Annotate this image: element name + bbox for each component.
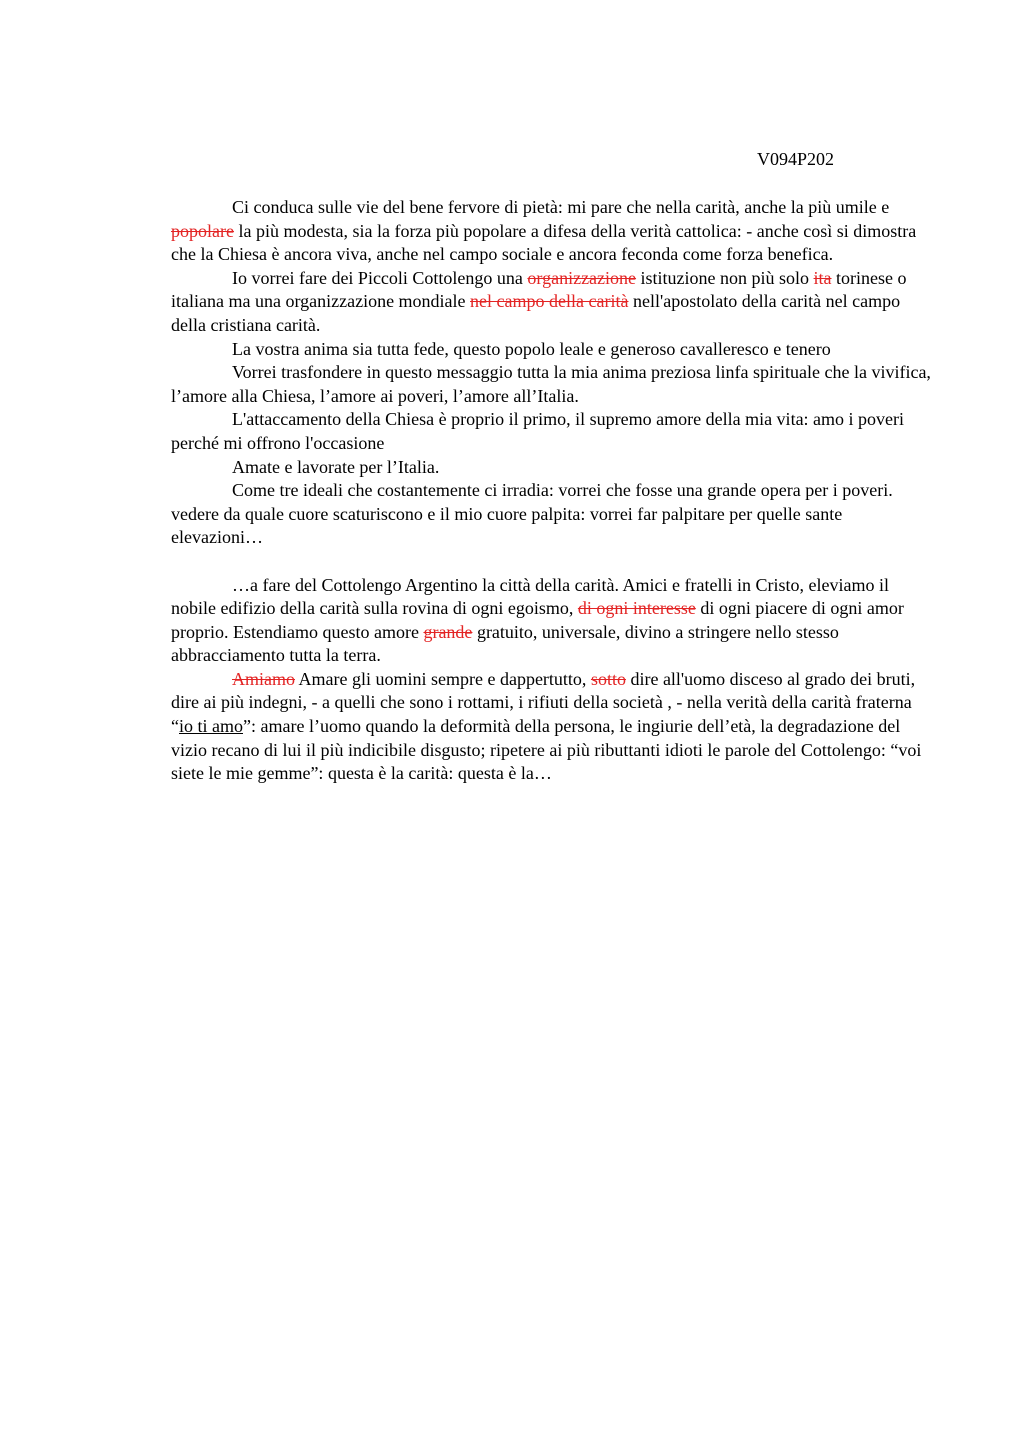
- text-span: Vorrei trasfondere in questo messaggio tutta la mia anima preziosa linfa spirituale che la vivifica, l’amore alla Chiesa, l’amore ai poveri, l’amore all’Italia.: [171, 362, 931, 406]
- text-span: la più modesta, sia la forza più popolare a difesa della verità cattolica: - anche così si dimostra che la Chiesa è ancora viva, anche nel campo sociale e ancora feconda come forza benefica.: [171, 220, 917, 265]
- deleted-text: popolare: [171, 220, 234, 241]
- text-span: Amate e lavorate per l’Italia.: [232, 456, 440, 477]
- text-span: Amare gli uomini sempre e dappertutto,: [295, 668, 591, 689]
- text-span: Io vorrei fare dei Piccoli Cottolengo una: [232, 267, 528, 288]
- deleted-text: sotto: [590, 668, 626, 689]
- paragraph: [171, 668, 931, 786]
- text-span: ”: amare l’uomo quando la deformità della persona, le ingiurie dell’età, la degradazione del vizio recano di lui il più indicibile disgusto; ripetere ai più ributtanti idioti le parole del Cottolengo: “voi siete le mie gemme”: questa è la carità: questa è la…: [171, 716, 922, 784]
- paragraph: [171, 196, 931, 267]
- underlined-text: io ti amo: [179, 716, 243, 737]
- text-span: L'attaccamento della Chiesa è proprio il primo, il supremo amore della mia vita: amo i poveri perché mi offrono l'occasione: [171, 409, 905, 453]
- paragraph: [171, 479, 931, 550]
- text-span: …a fare del Cottolengo Argentino la città della carità. Amici e fratelli in Cristo, eleviamo il nobile edifizio della carità sulla rovina di ogni egoismo,: [171, 574, 889, 619]
- paragraph: [171, 267, 931, 338]
- paragraph: [171, 456, 931, 480]
- text-span: dire all'uomo disceso al grado dei bruti, dire ai più indegni, - a quelli che sono i rottami, i rifiuti della società , - nella verità della carità fraterna “: [171, 668, 916, 737]
- deleted-text: ita: [813, 267, 832, 288]
- deleted-text: Amiamo: [232, 668, 295, 689]
- deleted-text: organizzazione: [527, 267, 637, 288]
- deleted-text: grande: [423, 621, 473, 642]
- paragraph-spacer: [171, 550, 931, 574]
- text-span: Ci conduca sulle vie del bene fervore di pietà: mi pare che nella carità, anche la più umile e: [232, 197, 890, 217]
- paragraph: [171, 574, 931, 668]
- deleted-text: nel campo della carità: [470, 291, 629, 312]
- document-id: V094P202: [757, 149, 835, 169]
- text-span: gratuito, universale, divino a stringere nello stesso abbracciamento tutta la terra.: [171, 621, 839, 666]
- text-span: di ogni piacere di ogni amor proprio. Estendiamo questo amore: [171, 598, 904, 642]
- text-span: La vostra anima sia tutta fede, questo popolo leale e generoso cavalleresco e tenero: [232, 338, 831, 359]
- deleted-text: di ogni interesse: [577, 598, 696, 619]
- document-body: [171, 196, 931, 786]
- paragraph: [171, 338, 931, 362]
- text-span: istituzione non più solo: [636, 267, 814, 288]
- text-span: nell'apostolato della carità nel campo della cristiana carità.: [171, 291, 901, 335]
- paragraph: [171, 361, 931, 408]
- text-span: Come tre ideali che costantemente ci irradia: vorrei che fosse una grande opera per i poveri. vedere da quale cuore scaturiscono e il mio cuore palpita: vorrei far palpitare per quelle sante elevazioni…: [171, 480, 893, 548]
- paragraph: [171, 408, 931, 455]
- text-span: torinese o italiana ma una organizzazione mondiale: [171, 267, 907, 312]
